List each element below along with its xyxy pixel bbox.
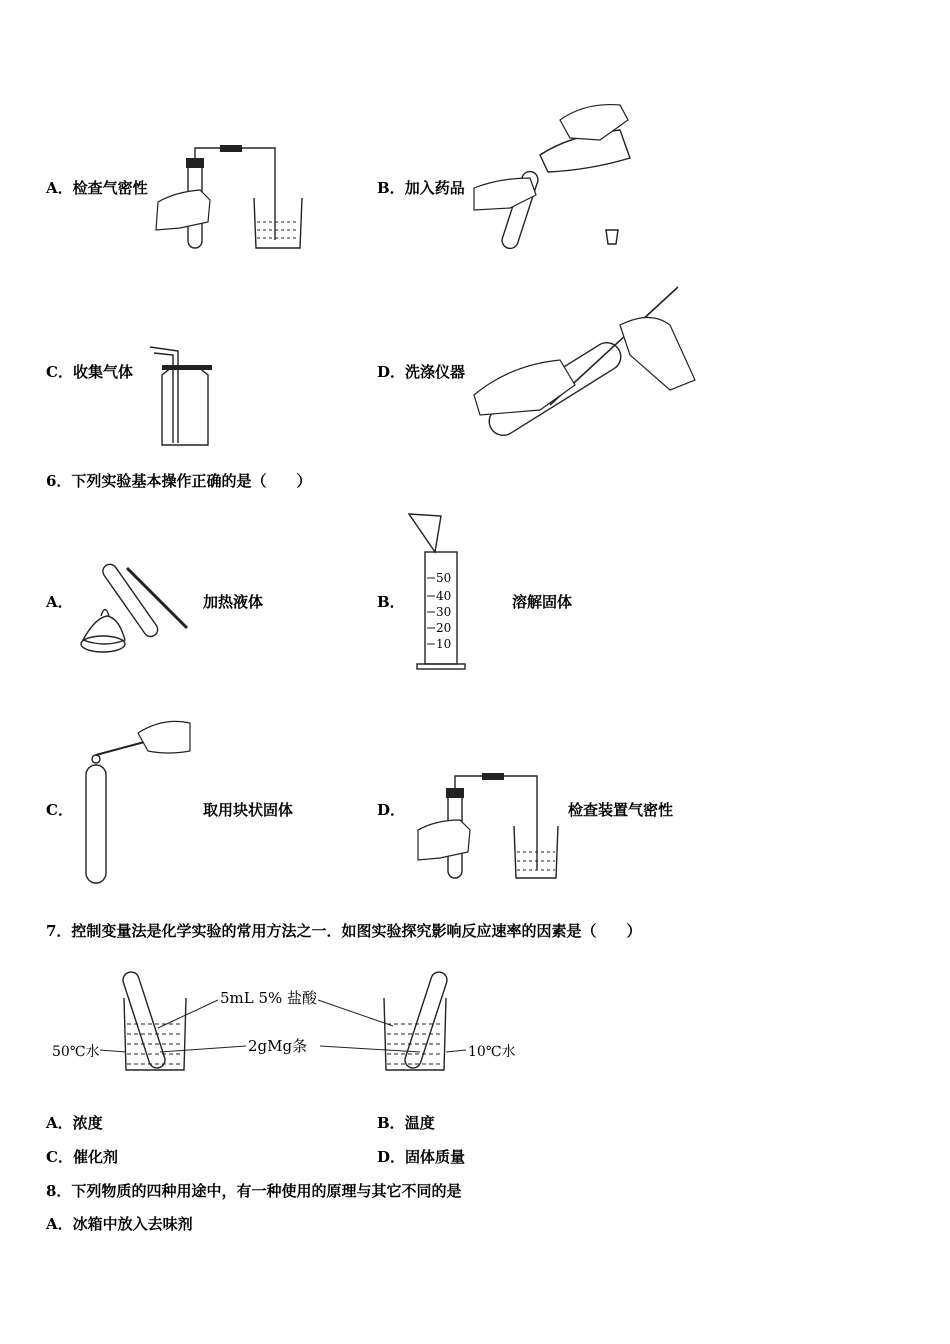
option-letter: D． [377, 363, 406, 381]
q5-option-b [377, 177, 465, 198]
cylinder-mark: 40 [436, 589, 452, 603]
rubber-connector-shape [220, 145, 242, 152]
figure-heating-liquid [75, 548, 195, 663]
option-letter: C． [46, 1148, 73, 1166]
tweezers-shape [96, 741, 148, 755]
q6-option-d-letter: D． [377, 801, 406, 819]
cylinder-mark: 30 [436, 605, 452, 619]
alcohol-lamp-shape [83, 616, 125, 644]
mg-label: 2gMg条 [248, 1037, 308, 1055]
figure-taking-solid [78, 715, 193, 887]
leader-line [318, 1000, 393, 1026]
acid-label: 5mL 5% 盐酸 [220, 989, 318, 1007]
figure-adding-reagent [470, 100, 640, 255]
option-text: 检查气密性 [72, 179, 148, 197]
q5-option-d [377, 361, 465, 382]
beaker-shape [254, 198, 302, 248]
q6-option-a-letter: A． [46, 593, 73, 611]
hand-shape [560, 105, 628, 140]
figure-airtight-check-a [150, 140, 310, 255]
option-letter: B． [377, 179, 405, 197]
option-letter: A． [46, 1114, 73, 1132]
question-6-stem: 6．下列实验基本操作正确的是（ ） [46, 472, 312, 490]
q7-option-c [46, 1146, 118, 1167]
q5-option-a [46, 177, 148, 198]
leader-line [160, 1046, 246, 1052]
leader-line [158, 1000, 218, 1028]
q6-option-c-text: 取用块状固体 [203, 801, 294, 819]
option-text: 加入药品 [404, 179, 465, 197]
figure-washing-instrument [470, 285, 700, 450]
cylinder-mark: 10 [436, 637, 452, 651]
q7-option-b [377, 1112, 435, 1133]
option-letter: A． [46, 179, 73, 197]
glass-tube-shape [455, 776, 537, 870]
figure-airtight-check-d [412, 768, 567, 883]
hand-shape [474, 178, 536, 210]
left-test-tube-shape [121, 970, 167, 1070]
leader-line [100, 1050, 126, 1052]
figure-gas-bottle [148, 345, 218, 448]
left-water-label: 50℃水 [52, 1044, 100, 1060]
q7-option-a [46, 1112, 103, 1133]
option-letter: A． [46, 1215, 73, 1233]
question-8-stem: 8．下列物质的四种用途中，有一种使用的原理与其它不同的是 [46, 1182, 462, 1200]
question-7-stem: 7．控制变量法是化学实验的常用方法之一．如图实验探究影响反应速率的因素是（ ） [46, 922, 642, 940]
leader-line [446, 1050, 466, 1052]
option-letter: B． [377, 1114, 405, 1132]
cylinder-mark: 50 [436, 571, 452, 585]
flame-shape [101, 610, 109, 617]
test-tube-shape [86, 765, 106, 883]
right-water-label: 10℃水 [468, 1044, 516, 1060]
option-letter: D． [377, 1148, 406, 1166]
cylinder-mark: 20 [436, 621, 452, 635]
option-letter: C． [46, 363, 73, 381]
hand-shape [138, 721, 190, 753]
gas-tube-shape [150, 347, 178, 443]
q7-option-d [377, 1146, 465, 1167]
option-text: 固体质量 [405, 1148, 466, 1166]
option-text: 冰箱中放入去味剂 [72, 1215, 193, 1233]
glass-tube-shape [195, 148, 275, 240]
hand-shape [620, 318, 695, 391]
figure-reaction-rate [48, 968, 528, 1078]
leader-line [320, 1046, 420, 1052]
solid-lump-shape [92, 755, 100, 763]
option-text: 浓度 [72, 1114, 103, 1132]
bottle-stopper-shape [606, 230, 618, 244]
figure-measuring-cylinder [405, 512, 470, 672]
q6-option-b-letter: B． [377, 593, 405, 611]
paper-funnel-shape [409, 514, 441, 552]
q6-option-b-text: 溶解固体 [512, 593, 573, 611]
right-test-tube-shape [403, 970, 449, 1070]
option-text: 收集气体 [72, 363, 133, 381]
option-text: 催化剂 [72, 1148, 118, 1166]
stopper-shape [446, 788, 464, 798]
hand-shape [474, 360, 575, 415]
gas-bottle-shape [162, 367, 208, 445]
q6-option-d-text: 检查装置气密性 [568, 801, 674, 819]
q8-option-a [46, 1213, 193, 1234]
option-text: 温度 [404, 1114, 435, 1132]
q5-option-c [46, 361, 133, 382]
test-tube-holder-shape [127, 568, 187, 628]
rubber-connector-shape [482, 773, 504, 780]
q6-option-a-text: 加热液体 [203, 593, 264, 611]
q6-option-c-letter: C． [46, 801, 73, 819]
stopper-shape [186, 158, 204, 168]
option-text: 洗涤仪器 [405, 363, 466, 381]
